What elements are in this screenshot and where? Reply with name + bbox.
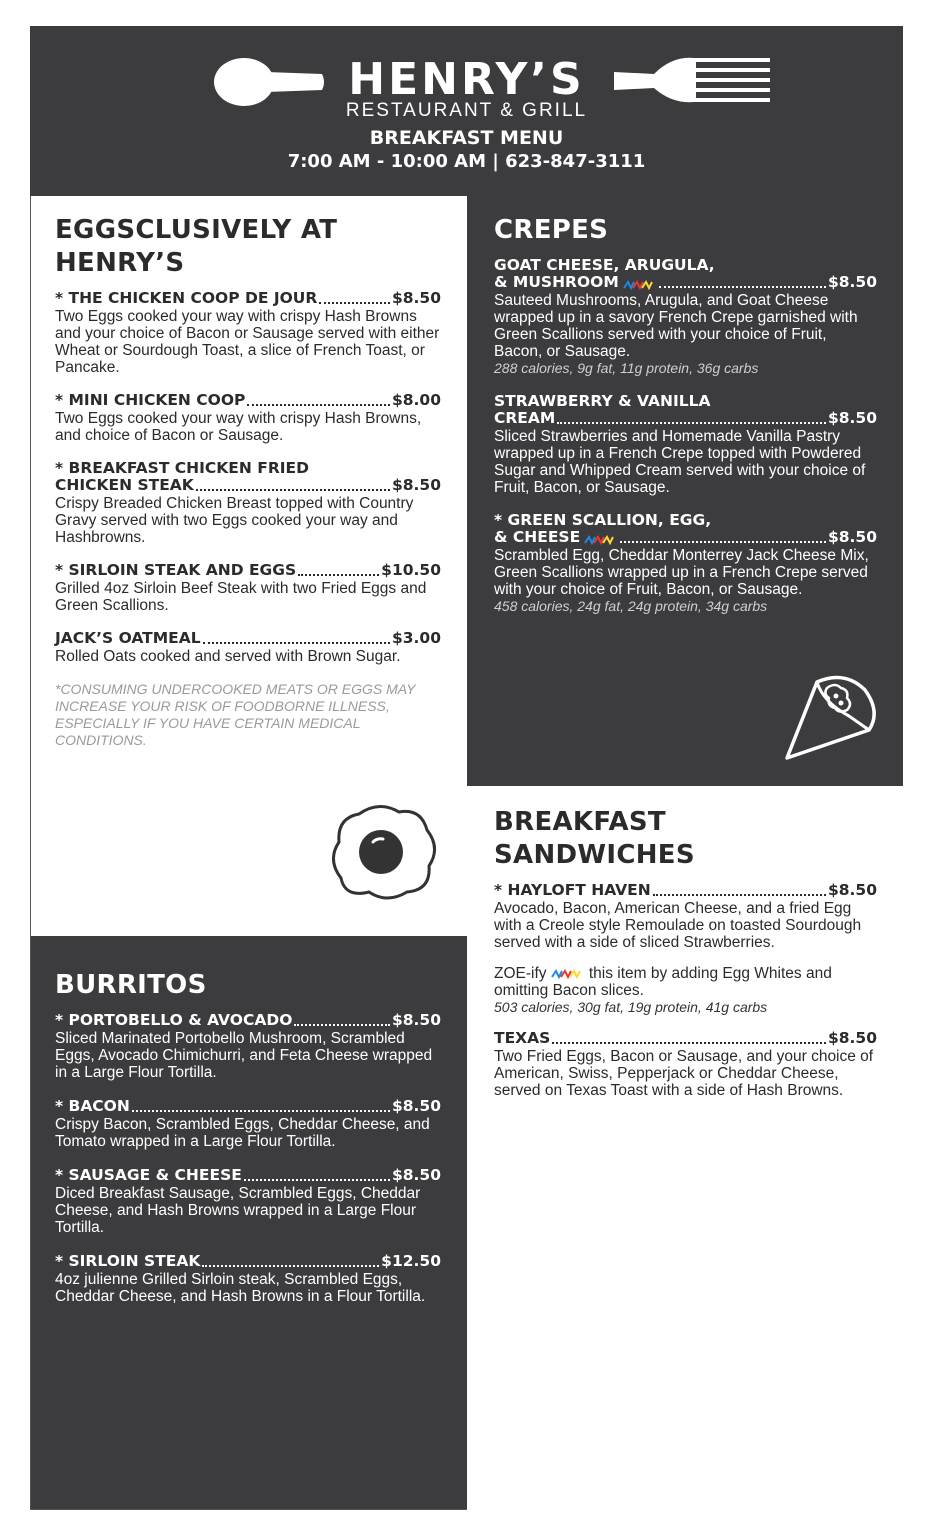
item-name: & CHEESE bbox=[494, 528, 581, 546]
leader-dots bbox=[659, 286, 826, 288]
item-description: Sauteed Mushrooms, Arugula, and Goat Cheese wrapped up in a savory French Crepe garnished with Green Scallions served with your choice of Fruit, Bacon, or Sausage. bbox=[494, 292, 858, 360]
item-description: Diced Breakfast Sausage, Scrambled Eggs, Cheddar Cheese, and Hash Browns wrapped in a Large Flour Tortilla. bbox=[55, 1185, 421, 1236]
menu-item bbox=[494, 882, 877, 951]
item-nutrition: 503 calories, 30g fat, 19g protein, 41g carbs bbox=[494, 999, 768, 1015]
leader-dots bbox=[202, 1265, 379, 1267]
item-nutrition: 458 calories, 24g fat, 24g protein, 34g carbs bbox=[494, 598, 768, 614]
item-name: TEXAS bbox=[494, 1029, 551, 1047]
item-description: Grilled 4oz Sirloin Beef Steak with two Fried Eggs and Green Scallions. bbox=[55, 580, 427, 614]
menu-item bbox=[55, 290, 441, 376]
zoe-icon bbox=[584, 534, 614, 546]
item-name: * PORTOBELLO & AVOCADO bbox=[55, 1011, 293, 1029]
section-title: CREPES bbox=[494, 215, 609, 245]
leader-dots bbox=[244, 1179, 390, 1181]
item-nutrition: 288 calories, 9g fat, 11g protein, 36g carbs bbox=[494, 360, 759, 376]
section-title: BREAKFAST SANDWICHES bbox=[494, 807, 695, 870]
crepe-icon bbox=[783, 672, 879, 764]
item-name: JACK’S OATMEAL bbox=[55, 629, 201, 647]
leader-dots bbox=[552, 1042, 826, 1044]
item-description: Sliced Strawberries and Homemade Vanilla Pastry wrapped up in a French Crepe topped with Powdered Sugar and Whipped Cream served with your choice of Fruit, Bacon, or Sausage. bbox=[494, 428, 866, 496]
eggs-section bbox=[31, 196, 467, 936]
item-name: * BACON bbox=[55, 1097, 130, 1115]
item-price: $8.50 bbox=[827, 409, 877, 427]
menu-item bbox=[494, 257, 877, 377]
menu-item bbox=[55, 1253, 441, 1305]
hours-phone: 7:00 AM - 10:00 AM | 623-847-3111 bbox=[287, 151, 646, 172]
menu-item bbox=[55, 1167, 441, 1236]
item-description: Avocado, Bacon, American Cheese, and a fried Egg with a Creole style Remoulade on toasted Sourdough served with a side of sliced Strawberries. bbox=[494, 900, 862, 951]
item-description: Crispy Breaded Chicken Breast topped with Country Gravy served with two Eggs cooked your way and Hashbrowns. bbox=[55, 495, 414, 546]
restaurant-name: HENRY’S bbox=[348, 54, 585, 105]
menu-title: BREAKFAST MENU bbox=[369, 127, 564, 149]
leader-dots bbox=[294, 1024, 390, 1026]
item-name-line1: * BREAKFAST CHICKEN FRIED bbox=[55, 459, 309, 477]
item-name: * SAUSAGE & CHEESE bbox=[55, 1166, 242, 1184]
item-description: 4oz julienne Grilled Sirloin steak, Scrambled Eggs, Cheddar Cheese, and Hash Browns in a Flour Tortilla. bbox=[55, 1271, 426, 1305]
item-description: Two Eggs cooked your way with crispy Hash Browns, and choice of Bacon or Sausage. bbox=[55, 410, 422, 444]
section-title: BURRITOS bbox=[55, 970, 207, 1000]
restaurant-subtitle: RESTAURANT & GRILL bbox=[345, 100, 588, 121]
burritos-section bbox=[31, 936, 467, 1509]
leader-dots bbox=[196, 489, 390, 491]
menu-item bbox=[55, 460, 441, 546]
item-price: $8.50 bbox=[391, 476, 441, 494]
crepes-section bbox=[467, 196, 903, 786]
leader-dots bbox=[298, 574, 379, 576]
item-name: CREAM bbox=[494, 409, 556, 427]
menu-item bbox=[55, 562, 441, 614]
leader-dots bbox=[319, 302, 390, 304]
item-name: * THE CHICKEN COOP DE JOUR bbox=[55, 289, 318, 307]
item-name: * MINI CHICKEN COOP bbox=[55, 391, 246, 409]
item-price: $8.50 bbox=[827, 1029, 877, 1047]
item-price: $8.50 bbox=[391, 1166, 441, 1184]
zoe-icon bbox=[623, 279, 653, 291]
item-description: Two Eggs cooked your way with crispy Hash Browns and your choice of Bacon or Sausage served with either Wheat or Sourdough Toast, a slice of French Toast, or Pancake. bbox=[55, 308, 440, 376]
item-price: $8.50 bbox=[391, 1011, 441, 1029]
leader-dots bbox=[620, 541, 826, 543]
item-name: * SIRLOIN STEAK AND EGGS bbox=[55, 561, 297, 579]
menu-item bbox=[55, 1012, 441, 1081]
zoe-note-prefix: ZOE-ify bbox=[494, 965, 547, 982]
zoe-icon bbox=[551, 968, 581, 980]
item-price: $3.00 bbox=[391, 629, 441, 647]
item-name: & MUSHROOM bbox=[494, 273, 619, 291]
item-name-line1: * GREEN SCALLION, EGG, bbox=[494, 511, 712, 529]
item-description: Sliced Marinated Portobello Mushroom, Scrambled Eggs, Avocado Chimichurri, and Feta Cheese wrapped in a Large Flour Tortilla. bbox=[55, 1030, 433, 1081]
item-price: $10.50 bbox=[381, 561, 441, 579]
item-price: $8.00 bbox=[391, 391, 441, 409]
menu-item bbox=[55, 392, 441, 444]
item-description: Crispy Bacon, Scrambled Eggs, Cheddar Cheese, and Tomato wrapped in a Large Flour Tortilla. bbox=[55, 1116, 430, 1150]
item-description: Two Fried Eggs, Bacon or Sausage, and your choice of American, Swiss, Pepperjack or Cheddar Cheese, served on Texas Toast with a side of Hash Browns. bbox=[494, 1048, 874, 1099]
section-title: EGGSCLUSIVELY AT HENRY’S bbox=[55, 215, 338, 278]
item-price: $8.50 bbox=[827, 881, 877, 899]
leader-dots bbox=[247, 404, 390, 406]
menu-item bbox=[55, 1098, 441, 1150]
menu-item bbox=[494, 512, 877, 615]
zoe-note bbox=[494, 965, 877, 1016]
zoe-note-text: this item by adding Egg Whites and omitting Bacon slices. bbox=[494, 965, 832, 999]
menu-item bbox=[494, 393, 877, 496]
leader-dots bbox=[203, 642, 390, 644]
item-price: $12.50 bbox=[381, 1252, 441, 1270]
item-price: $8.50 bbox=[827, 273, 877, 291]
item-name: * SIRLOIN STEAK bbox=[55, 1252, 201, 1270]
item-price: $8.50 bbox=[391, 1097, 441, 1115]
leader-dots bbox=[653, 894, 826, 896]
fried-egg-icon bbox=[329, 802, 439, 902]
item-price: $8.50 bbox=[827, 528, 877, 546]
item-name-line1: GOAT CHEESE, ARUGULA, bbox=[494, 256, 715, 274]
menu-item bbox=[55, 630, 441, 665]
leader-dots bbox=[132, 1110, 390, 1112]
item-name: * HAYLOFT HAVEN bbox=[494, 881, 651, 899]
item-name-line1: STRAWBERRY & VANILLA bbox=[494, 392, 711, 410]
item-price: $8.50 bbox=[391, 289, 441, 307]
food-safety-disclaimer: *CONSUMING UNDERCOOKED MEATS OR EGGS MAY INCREASE YOUR RISK OF FOODBORNE ILLNESS, ESPECIALLY IF YOU HAVE CERTAIN MEDICAL CONDITIONS. bbox=[55, 681, 416, 748]
leader-dots bbox=[557, 422, 826, 424]
item-name: CHICKEN STEAK bbox=[55, 476, 194, 494]
sandwiches-section bbox=[467, 786, 903, 1510]
item-description: Scrambled Egg, Cheddar Monterrey Jack Cheese Mix, Green Scallions wrapped up in a French Crepe served with your choice of Fruit, Bacon, or Sausage. bbox=[494, 547, 869, 598]
item-description: Rolled Oats cooked and served with Brown Sugar. bbox=[55, 648, 401, 665]
menu-item bbox=[494, 1030, 877, 1099]
